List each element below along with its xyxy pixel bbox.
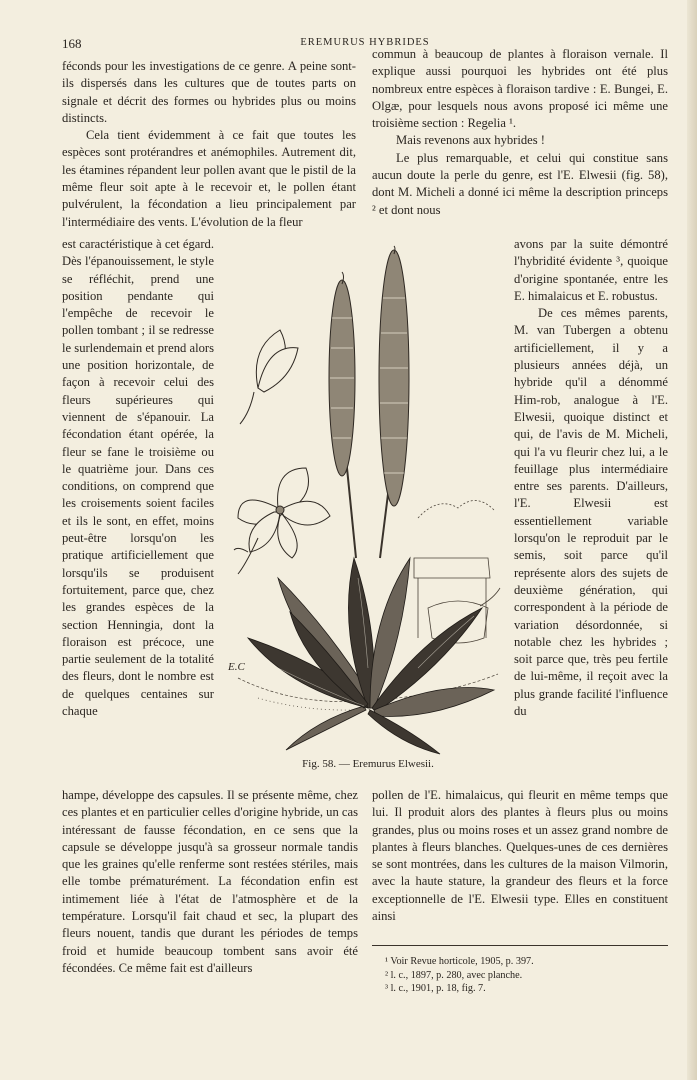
footnote-3: ³ l. c., 1901, p. 18, fig. 7.	[385, 983, 486, 995]
paragraph: avons par la suite démontré l'hybridité évidente ³, quoique d'origine spontanée, entre les E. himalaicus et E. robustus.	[514, 237, 668, 303]
left-column-bottom	[62, 787, 358, 977]
running-title: EREMURUS HYBRIDES	[300, 37, 430, 48]
footnote-2: ² l. c., 1897, p. 280, avec planche.	[385, 969, 523, 981]
paragraph: commun à beaucoup de plantes à floraison vernale. Il explique aussi pourquoi les hybrides ont été plus nombreux entre espèces à floraison tardive : E. Bungei, E. Olgæ, pour lesquels nous avons proposé ici même une troisième section : Regelia ¹.	[372, 47, 668, 131]
footnote-1: ¹ Voir Revue horticole, 1905, p. 397.	[385, 956, 534, 967]
garden-background	[414, 500, 500, 643]
page-number: 168	[62, 36, 82, 51]
footnote-rule	[372, 945, 668, 946]
footnotes	[385, 955, 668, 996]
right-column-narrow	[514, 236, 668, 720]
paragraph: Le plus remarquable, et celui qui constitue sans aucun doute la perle du genre, est l'E. Elwesii (fig. 58), dont M. Micheli a donné ici même la description princeps ² et dont nous	[372, 150, 668, 217]
left-column-top	[62, 58, 356, 231]
figure-eremurus-elwesii	[218, 238, 510, 756]
flower-details	[234, 330, 330, 574]
paragraph: Cela tient évidemment à ce fait que toutes les espèces sont protérandres et anémophiles. Autrement dit, les étamines répandent leur pollen avant que le pistil de la même fleur soit apte à le recevoir et, le pollen étant pulvérulent, la fécondation a lieu principalement par l'intermédiaire des vents. L'évolution de la fleur	[62, 128, 356, 229]
artist-signature: E.C	[228, 661, 245, 673]
page-edge	[687, 0, 697, 1080]
flower-spikes	[329, 246, 409, 558]
paragraph: pollen de l'E. himalaicus, qui fleurit en même temps que lui. Il produit alors des plantes à fleurs plus ou moins grandes, plus ou moins roses et un assez grand nombre de plantes à fleurs blanches. Quelques-unes de ces dernières se sont montrées, dans les cultures de la maison Vilmorin, avec la haute stature, la grandeur des fleurs et la force exceptionnelle de l'E. Elwesii type. Elles en constituent ainsi	[372, 788, 668, 924]
paragraph: féconds pour les investigations de ce genre. A peine sont-ils dispersés dans les cultures que de toutes parts on signale et décrit des formes ou hybrides plus ou moins distincts.	[62, 59, 356, 125]
right-column-top	[372, 46, 668, 219]
left-column-narrow	[62, 236, 214, 720]
figure-caption: Fig. 58. — Eremurus Elwesii.	[302, 758, 434, 770]
leaf-rosette	[248, 558, 494, 754]
paragraph: est caractéristique à cet égard. Dès l'épanouissement, le style se réfléchit, prend une position pendante qui l'empêche de recevoir le pollen tombant ; il se redresse le surlendemain et prend alors une position horizontale, de façon à recevoir celui des fleurs supérieures qui viennent de s'épanouir. La fécondation étant opérée, la fleur se fane le troisième ou le quatrième jour. Dans ces conditions, on comprend que les croisements soient faciles et ils le sont, en effet, moins peut-être lorsqu'on les pratique artificiellement que lorsqu'ils se produisent fortuitement, parce que, chez les grandes espèces de la section Henningia, dont la floraison est précoce, une partie seulement de la totalité des fleurs, dont le nombre est de quelques centaines sur chaque	[62, 237, 214, 719]
plant-illustration	[218, 238, 510, 756]
paragraph: hampe, développe des capsules. Il se présente même, chez ces plantes et en particulier celles d'origine hybride, un cas intéressant de fausse fécondation, en ce sens que la capsule se développe jusqu'à sa grosseur normale tandis que les graines qu'elle renferme sont restées stériles, mais elle tombe prématurément. La fécondation enfin est intimement liée à l'état de l'atmosphère et de la température. Lorsqu'il fait chaud et sec, la plupart des fleurs nouent, tandis que durant les périodes de temps froid et humide beaucoup tombent sans avoir été fécondées. Ce même fait est d'ailleurs	[62, 788, 359, 975]
paragraph: Mais revenons aux hybrides !	[396, 133, 545, 148]
paragraph: De ces mêmes parents, M. van Tubergen a obtenu artificiellement, il y a plusieurs années déjà, un hybride qu'il a dénommé Him-rob, analogue à l'E. Elwesii, quoique distinct et qui, de l'avis de M. Micheli, qui l'a vu fleurir chez lui, a le feuillage plus intermédiaire entre ses parents. D'ailleurs, l'E. Elwesii est essentiellement variable lorsqu'on le reproduit par le semis, soit parce qu'il représente alors des sujets de deuxième génération, qui correspondent à la période de variation désordonnée, si notable chez les hybrides ; soit parce que, très peu fertile de lui-même, il reçoit avec la plus grande facilité l'influence du	[514, 306, 668, 719]
right-column-bottom	[372, 787, 668, 925]
